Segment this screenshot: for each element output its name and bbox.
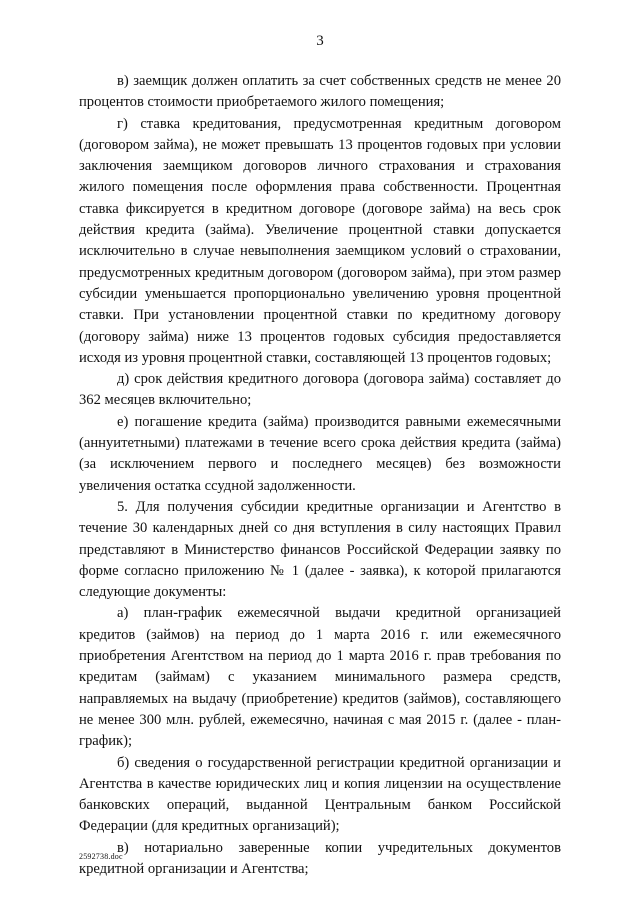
document-body xyxy=(79,71,561,880)
paragraph-5-subsidy-application: 5. Для получения субсидии кредитные организации и Агентство в течение 30 календарных дней со дня вступления в силу настоящих Правил представляют в Министерство финансов Российской Федерации заявку по форме согласно приложению № 1 (далее - заявка), к которой прилагаются следующие документы: xyxy=(79,498,561,601)
footer-filename: 2592738.doc xyxy=(79,852,123,861)
paragraph-a-schedule: а) план-график ежемесячной выдачи кредитной организацией кредитов (займов) на период до 1 марта 2016 г. или ежемесячного приобретения Агентством на период до 1 марта 2016 г. прав требования по кредитам (займам) с указанием минимального размера средств, направляемых на выдачу (приобретение) кредитов (займов), составляющего не менее 300 млн. рублей, ежемесячно, начиная с мая 2015 г. (далее - план-график); xyxy=(79,605,561,750)
paragraph-v-down-payment: в) заемщик должен оплатить за счет собственных средств не менее 20 процентов стоимости приобретаемого жилого помещения; xyxy=(79,73,561,111)
paragraph-g-interest-rate: г) ставка кредитования, предусмотренная кредитным договором (договором займа), не может превышать 13 процентов годовых при условии заключения заемщиком договоров личного страхования и страхования жилого помещения после оформления права собственности. Процентная ставка фиксируется в кредитном договоре (договоре займа) на весь срок действия кредита (займа). Увеличение процентной ставки допускается исключительно в случае невыполнения заемщиком условий о страховании, предусмотренных кредитным договором (договором займа), при этом размер субсидии уменьшается пропорционально увеличению уровня процентной ставки. При установлении процентной ставки по кредитному договору (договору займа) ниже 13 процентов годовых субсидия предоставляется исходя из уровня процентной ставки, составляющей 13 процентов годовых; xyxy=(79,115,561,366)
paragraph-v-notarized-copies: в) нотариально заверенные копии учредительных документов кредитной организации и Агентства; xyxy=(79,839,561,877)
page-number: 3 xyxy=(316,33,324,49)
paragraph-b-registration: б) сведения о государственной регистрации кредитной организации и Агентства в качестве юридических лиц и копия лицензии на осуществление банковских операций, выданной Центральным банком Российской Федерации (для кредитных организаций); xyxy=(79,754,561,835)
paragraph-d-loan-term: д) срок действия кредитного договора (договора займа) составляет до 362 месяцев включительно; xyxy=(79,371,561,409)
paragraph-e-repayment: е) погашение кредита (займа) производится равными ежемесячными (аннуитетными) платежами в течение всего срока действия кредита (займа) (за исключением первого и последнего месяцев) без возможности увеличения остатка ссудной задолженности. xyxy=(79,413,561,494)
